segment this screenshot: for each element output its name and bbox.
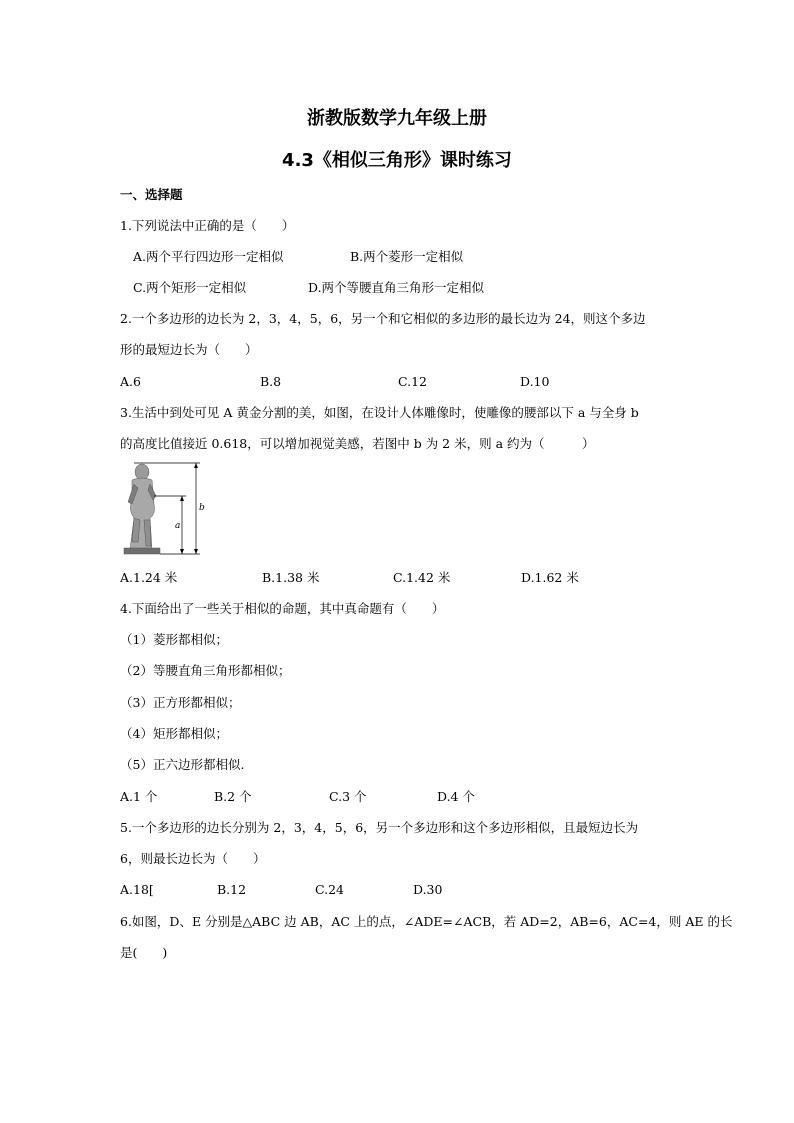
question-4-option-d: D.4 个 bbox=[437, 789, 475, 804]
question-3-stem-line1: 3.生活中到处可见 A 黄金分割的美，如图，在设计人体雕像时，使雕像的腰部以下 a 与全身 b bbox=[120, 405, 639, 420]
question-4-stem: 4.下面给出了一些关于相似的命题，其中真命题有（ ） bbox=[120, 601, 445, 616]
question-2-option-a: A.6 bbox=[120, 374, 141, 389]
question-3-option-a: A.1.24 米 bbox=[120, 570, 178, 585]
question-4-item-4: （4）矩形都相似； bbox=[120, 726, 228, 741]
question-3-option-d: D.1.62 米 bbox=[521, 570, 579, 585]
question-3-stem-line2: 的高度比值接近 0.618，可以增加视觉美感，若图中 b 为 2 米，则 a 约为（ ） bbox=[120, 436, 595, 451]
section-heading: 一、选择题 bbox=[120, 187, 183, 202]
question-2-option-c: C.12 bbox=[398, 374, 427, 389]
question-5-stem-line1: 5.一个多边形的边长分别为 2，3，4，5，6，另一个多边形和这个多边形相似，且最短边长为 bbox=[120, 820, 639, 835]
question-6-stem-line2: 是( ) bbox=[120, 945, 168, 960]
question-6-stem-line1: 6.如图，D、E 分别是△ABC 边 AB，AC 上的点，∠ADE=∠ACB，若 AD=2，AB=6，AC=4，则 AE 的长 bbox=[120, 914, 733, 929]
question-2-option-d: D.10 bbox=[520, 374, 550, 389]
question-4-option-c: C.3 个 bbox=[329, 789, 367, 804]
question-2-option-b: B.8 bbox=[260, 374, 282, 389]
question-5-option-b: B.12 bbox=[217, 882, 247, 897]
question-3-option-b: B.1.38 米 bbox=[262, 570, 320, 585]
question-5-option-c: C.24 bbox=[315, 882, 344, 897]
statue-diagram bbox=[120, 462, 206, 556]
document-subtitle: 4.3《相似三角形》课时练习 bbox=[282, 150, 512, 171]
question-1-option-c: C.两个矩形一定相似 bbox=[133, 280, 247, 295]
question-4-item-1: （1）菱形都相似； bbox=[120, 632, 228, 647]
label-b: b bbox=[199, 503, 205, 513]
label-a: a bbox=[175, 521, 181, 531]
question-1-option-a: A.两个平行四边形一定相似 bbox=[133, 249, 284, 264]
question-1-option-d: D.两个等腰直角三角形一定相似 bbox=[308, 280, 485, 295]
question-3-option-c: C.1.42 米 bbox=[393, 570, 451, 585]
question-4-option-a: A.1 个 bbox=[120, 789, 158, 804]
question-4-item-2: （2）等腰直角三角形都相似； bbox=[120, 663, 291, 678]
question-2-stem-line2: 形的最短边长为（ ） bbox=[120, 342, 258, 357]
question-1-stem: 1.下列说法中正确的是（ ） bbox=[120, 218, 295, 233]
statue-figure bbox=[120, 462, 206, 556]
question-5-option-d: D.30 bbox=[413, 882, 443, 897]
question-5-stem-line2: 6，则最长边长为（ ） bbox=[120, 851, 266, 866]
question-5-option-a: A.18[ bbox=[120, 882, 154, 897]
question-4-item-3: （3）正方形都相似； bbox=[120, 695, 241, 710]
question-4-option-b: B.2 个 bbox=[214, 789, 252, 804]
question-2-stem-line1: 2.一个多边形的边长为 2，3，4，5，6，另一个和它相似的多边形的最长边为 24，则这个多边 bbox=[120, 311, 646, 326]
question-4-item-5: （5）正六边形都相似. bbox=[120, 757, 245, 772]
document-title: 浙教版数学九年级上册 bbox=[307, 108, 487, 129]
question-1-option-b: B.两个菱形一定相似 bbox=[350, 249, 464, 264]
